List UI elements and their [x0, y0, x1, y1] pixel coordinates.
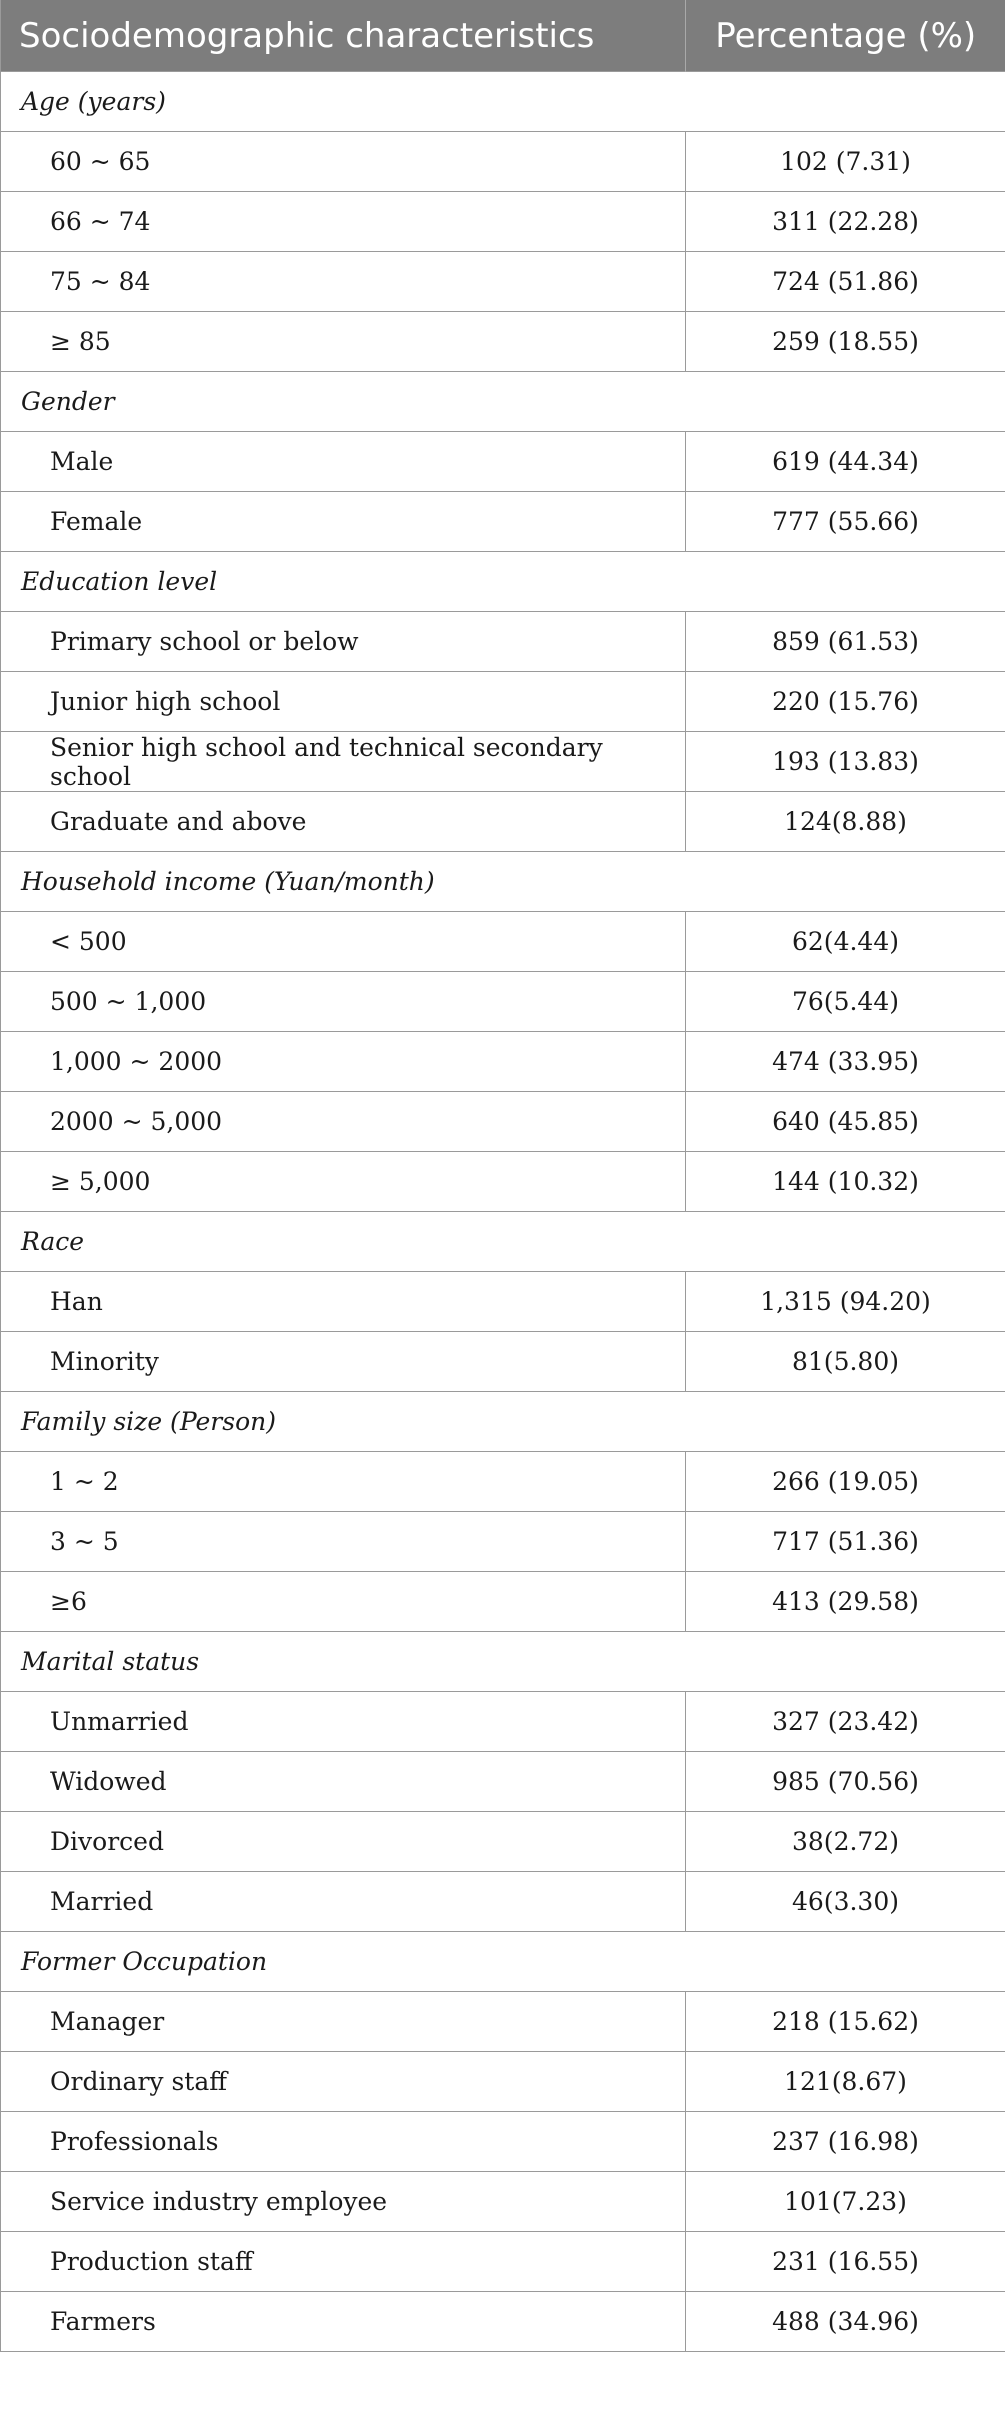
group-row — [1, 1392, 1005, 1452]
percentage-value: 81(5.80) — [686, 1332, 1005, 1392]
characteristic-label: Graduate and above — [1, 792, 686, 852]
group-row — [1, 72, 1005, 132]
table-row — [1, 792, 1005, 852]
percentage-value: 231 (16.55) — [686, 2232, 1005, 2292]
table-row — [1, 2172, 1005, 2232]
percentage-value: 717 (51.36) — [686, 1512, 1005, 1572]
group-label: Education level — [1, 552, 1005, 612]
characteristic-label: Divorced — [1, 1812, 686, 1872]
group-label: Gender — [1, 372, 1005, 432]
percentage-value: 619 (44.34) — [686, 432, 1005, 492]
percentage-value: 102 (7.31) — [686, 132, 1005, 192]
percentage-value: 46(3.30) — [686, 1872, 1005, 1932]
table-row — [1, 432, 1005, 492]
characteristic-label: Female — [1, 492, 686, 552]
percentage-value: 311 (22.28) — [686, 192, 1005, 252]
table-header — [1, 0, 1005, 72]
table-row — [1, 2232, 1005, 2292]
characteristic-label: ≥6 — [1, 1572, 686, 1632]
characteristic-label: Han — [1, 1272, 686, 1332]
characteristic-label: < 500 — [1, 912, 686, 972]
table-row — [1, 912, 1005, 972]
characteristic-label: Minority — [1, 1332, 686, 1392]
column-header-percentage: Percentage (%) — [686, 0, 1005, 72]
table-row — [1, 1872, 1005, 1932]
characteristic-label: Manager — [1, 1992, 686, 2052]
characteristic-label: Service industry employee — [1, 2172, 686, 2232]
table-row — [1, 1692, 1005, 1752]
table-row — [1, 2292, 1005, 2352]
table-row — [1, 732, 1005, 792]
characteristic-label: Primary school or below — [1, 612, 686, 672]
table-row — [1, 312, 1005, 372]
header-row — [1, 0, 1005, 72]
percentage-value: 144 (10.32) — [686, 1152, 1005, 1212]
group-row — [1, 372, 1005, 432]
percentage-value: 266 (19.05) — [686, 1452, 1005, 1512]
table-row — [1, 1152, 1005, 1212]
table-row — [1, 252, 1005, 312]
group-row — [1, 552, 1005, 612]
table-row — [1, 1512, 1005, 1572]
percentage-value: 259 (18.55) — [686, 312, 1005, 372]
percentage-value: 413 (29.58) — [686, 1572, 1005, 1632]
table-row — [1, 1572, 1005, 1632]
characteristic-label: Professionals — [1, 2112, 686, 2172]
characteristic-label: 60 ~ 65 — [1, 132, 686, 192]
table-row — [1, 1752, 1005, 1812]
group-label: Household income (Yuan/month) — [1, 852, 1005, 912]
percentage-value: 76(5.44) — [686, 972, 1005, 1032]
characteristic-label: Junior high school — [1, 672, 686, 732]
characteristic-label: Farmers — [1, 2292, 686, 2352]
characteristic-label: Married — [1, 1872, 686, 1932]
percentage-value: 121(8.67) — [686, 2052, 1005, 2112]
characteristic-label: 500 ~ 1,000 — [1, 972, 686, 1032]
table-row — [1, 2052, 1005, 2112]
group-row — [1, 1632, 1005, 1692]
percentage-value: 193 (13.83) — [686, 732, 1005, 792]
characteristic-label: 1 ~ 2 — [1, 1452, 686, 1512]
table-row — [1, 1812, 1005, 1872]
percentage-value: 220 (15.76) — [686, 672, 1005, 732]
table-row — [1, 492, 1005, 552]
characteristic-label: 2000 ~ 5,000 — [1, 1092, 686, 1152]
characteristic-label: Widowed — [1, 1752, 686, 1812]
column-header-characteristics: Sociodemographic characteristics — [1, 0, 686, 72]
percentage-value: 218 (15.62) — [686, 1992, 1005, 2052]
percentage-value: 474 (33.95) — [686, 1032, 1005, 1092]
table-row — [1, 1992, 1005, 2052]
percentage-value: 1,315 (94.20) — [686, 1272, 1005, 1332]
table-row — [1, 1272, 1005, 1332]
table-row — [1, 1452, 1005, 1512]
percentage-value: 488 (34.96) — [686, 2292, 1005, 2352]
percentage-value: 640 (45.85) — [686, 1092, 1005, 1152]
characteristic-label: Male — [1, 432, 686, 492]
table-row — [1, 132, 1005, 192]
group-row — [1, 1212, 1005, 1272]
percentage-value: 859 (61.53) — [686, 612, 1005, 672]
percentage-value: 777 (55.66) — [686, 492, 1005, 552]
characteristic-label: 1,000 ~ 2000 — [1, 1032, 686, 1092]
characteristic-label: Production staff — [1, 2232, 686, 2292]
table-row — [1, 612, 1005, 672]
characteristic-label: 66 ~ 74 — [1, 192, 686, 252]
percentage-value: 38(2.72) — [686, 1812, 1005, 1872]
table-row — [1, 1332, 1005, 1392]
table-row — [1, 972, 1005, 1032]
characteristic-label: ≥ 5,000 — [1, 1152, 686, 1212]
group-label: Race — [1, 1212, 1005, 1272]
table-row — [1, 192, 1005, 252]
percentage-value: 62(4.44) — [686, 912, 1005, 972]
characteristic-label: Unmarried — [1, 1692, 686, 1752]
table-body — [1, 72, 1005, 2352]
group-label: Family size (Person) — [1, 1392, 1005, 1452]
group-label: Age (years) — [1, 72, 1005, 132]
percentage-value: 724 (51.86) — [686, 252, 1005, 312]
group-label: Marital status — [1, 1632, 1005, 1692]
percentage-value: 237 (16.98) — [686, 2112, 1005, 2172]
characteristic-label: 75 ~ 84 — [1, 252, 686, 312]
percentage-value: 985 (70.56) — [686, 1752, 1005, 1812]
table-row — [1, 2112, 1005, 2172]
percentage-value: 124(8.88) — [686, 792, 1005, 852]
group-row — [1, 1932, 1005, 1992]
group-label: Former Occupation — [1, 1932, 1005, 1992]
table-row — [1, 672, 1005, 732]
percentage-value: 101(7.23) — [686, 2172, 1005, 2232]
characteristic-label: Ordinary staff — [1, 2052, 686, 2112]
characteristic-label: ≥ 85 — [1, 312, 686, 372]
table-row — [1, 1032, 1005, 1092]
group-row — [1, 852, 1005, 912]
percentage-value: 327 (23.42) — [686, 1692, 1005, 1752]
characteristic-label: Senior high school and technical secondary school — [1, 732, 686, 792]
characteristic-label: 3 ~ 5 — [1, 1512, 686, 1572]
table-row — [1, 1092, 1005, 1152]
